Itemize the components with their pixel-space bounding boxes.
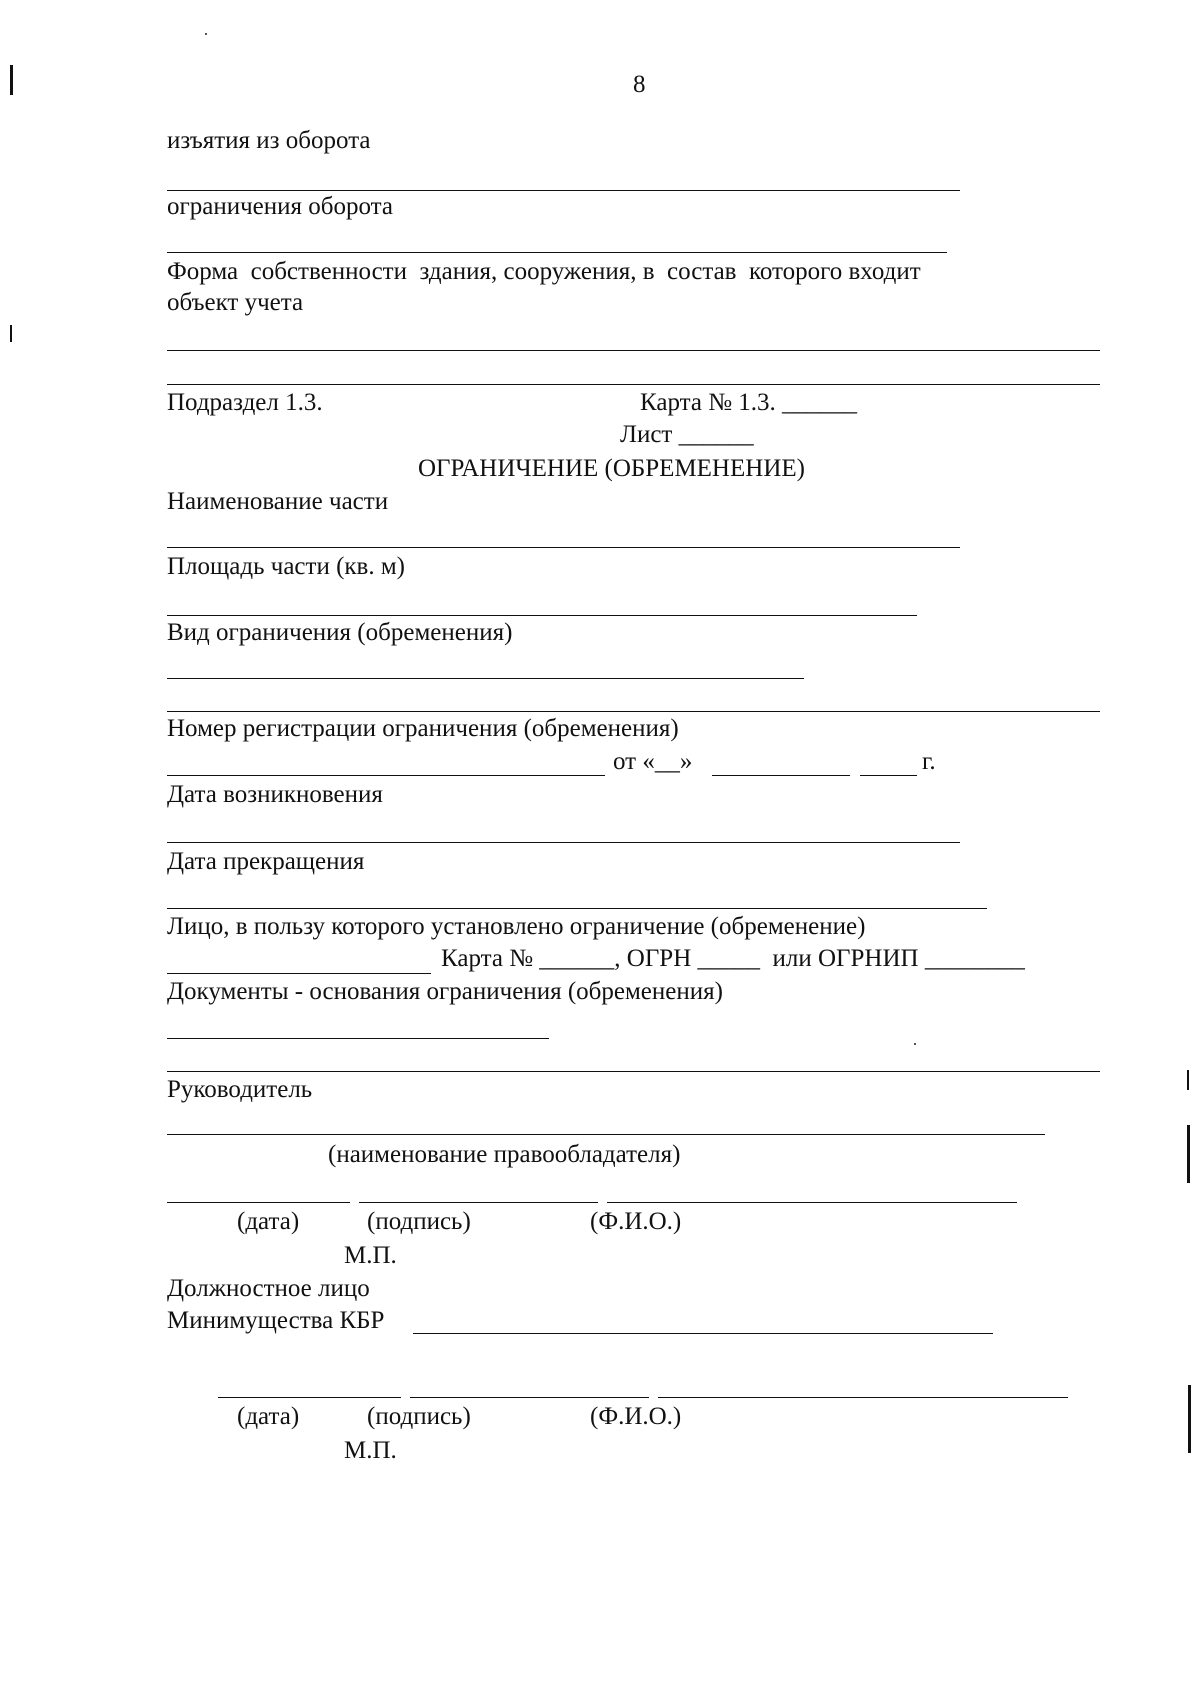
beneficiary-label: Лицо, в пользу которого установлено ограничение (обременение) xyxy=(167,913,866,940)
official-signature-field-line[interactable] xyxy=(410,1397,649,1398)
start-date-label: Дата возникновения xyxy=(167,781,383,808)
beneficiary-field-line[interactable] xyxy=(167,973,431,974)
withdrawal-label: изъятия из оборота xyxy=(167,127,371,154)
rightholder-caption: (наименование правообладателя) xyxy=(328,1141,681,1168)
scan-margin-mark xyxy=(1188,1385,1191,1453)
scan-margin-mark xyxy=(1187,1070,1189,1090)
scan-margin-mark xyxy=(1187,1125,1190,1183)
scan-margin-mark xyxy=(10,325,12,342)
restriction-type-field-line-1[interactable] xyxy=(167,678,804,679)
part-area-label: Площадь части (кв. м) xyxy=(167,553,405,580)
start-date-field-line[interactable] xyxy=(167,842,960,843)
head-name-field-line[interactable] xyxy=(607,1202,1017,1203)
head-signature-caption: (подпись) xyxy=(367,1208,471,1235)
official-label: Должностное лицо xyxy=(167,1275,370,1302)
part-name-label: Наименование части xyxy=(167,488,389,515)
registration-date-from: от «__» xyxy=(613,748,693,775)
ministry-field-line[interactable] xyxy=(413,1333,993,1334)
head-signature-field-line[interactable] xyxy=(359,1202,598,1203)
registration-year-field-line[interactable] xyxy=(860,775,917,776)
part-name-field-line[interactable] xyxy=(167,547,960,548)
part-area-field-line[interactable] xyxy=(167,615,917,616)
scan-speck xyxy=(205,33,207,35)
official-date-field-line[interactable] xyxy=(218,1397,401,1398)
registration-number-label: Номер регистрации ограничения (обременения) xyxy=(167,715,679,742)
ministry-label: Минимущества КБР xyxy=(167,1307,385,1334)
head-label: Руководитель xyxy=(167,1076,313,1103)
official-seal-label: М.П. xyxy=(344,1437,397,1464)
head-name-caption: (Ф.И.О.) xyxy=(590,1208,682,1235)
page-number: 8 xyxy=(633,71,646,98)
registration-year-suffix: г. xyxy=(922,748,936,775)
official-date-caption: (дата) xyxy=(237,1403,300,1430)
restriction-turnover-label: ограничения оборота xyxy=(167,193,394,220)
beneficiary-card-ogrn: Карта № ______, ОГРН _____ или ОГРНИП ________ xyxy=(441,945,1025,972)
scan-speck xyxy=(914,1043,916,1045)
ownership-form-label-cont: объект учета xyxy=(167,289,304,316)
section-title: ОГРАНИЧЕНИЕ (ОБРЕМЕНЕНИЕ) xyxy=(418,455,805,482)
head-seal-label: М.П. xyxy=(344,1242,397,1269)
restriction-turnover-field-line[interactable] xyxy=(167,252,947,253)
sheet-label: Лист ______ xyxy=(620,421,754,448)
card-number-label: Карта № 1.3. ______ xyxy=(640,389,858,416)
ownership-form-field-line-2[interactable] xyxy=(167,384,1100,385)
registration-number-field-line[interactable] xyxy=(167,775,605,776)
basis-documents-label: Документы - основания ограничения (обременения) xyxy=(167,978,723,1005)
subsection-label: Подраздел 1.3. xyxy=(167,389,323,416)
withdrawal-field-line[interactable] xyxy=(167,190,960,191)
end-date-label: Дата прекращения xyxy=(167,848,365,875)
restriction-type-label: Вид ограничения (обременения) xyxy=(167,619,513,646)
official-signature-caption: (подпись) xyxy=(367,1403,471,1430)
official-name-field-line[interactable] xyxy=(658,1397,1068,1398)
ownership-form-label: Форма собственности здания, сооружения, в состав которого входит xyxy=(167,258,921,285)
end-date-field-line[interactable] xyxy=(167,908,987,909)
basis-documents-field-line-2[interactable] xyxy=(167,1071,1100,1072)
head-date-caption: (дата) xyxy=(237,1208,300,1235)
basis-documents-field-line-1[interactable] xyxy=(167,1038,549,1039)
ownership-form-field-line-1[interactable] xyxy=(167,350,1100,351)
registration-month-field-line[interactable] xyxy=(712,775,850,776)
restriction-type-field-line-2[interactable] xyxy=(167,711,1100,712)
rightholder-name-field-line[interactable] xyxy=(167,1134,1045,1135)
head-date-field-line[interactable] xyxy=(167,1202,350,1203)
official-name-caption: (Ф.И.О.) xyxy=(590,1403,682,1430)
scan-margin-mark xyxy=(10,65,13,95)
